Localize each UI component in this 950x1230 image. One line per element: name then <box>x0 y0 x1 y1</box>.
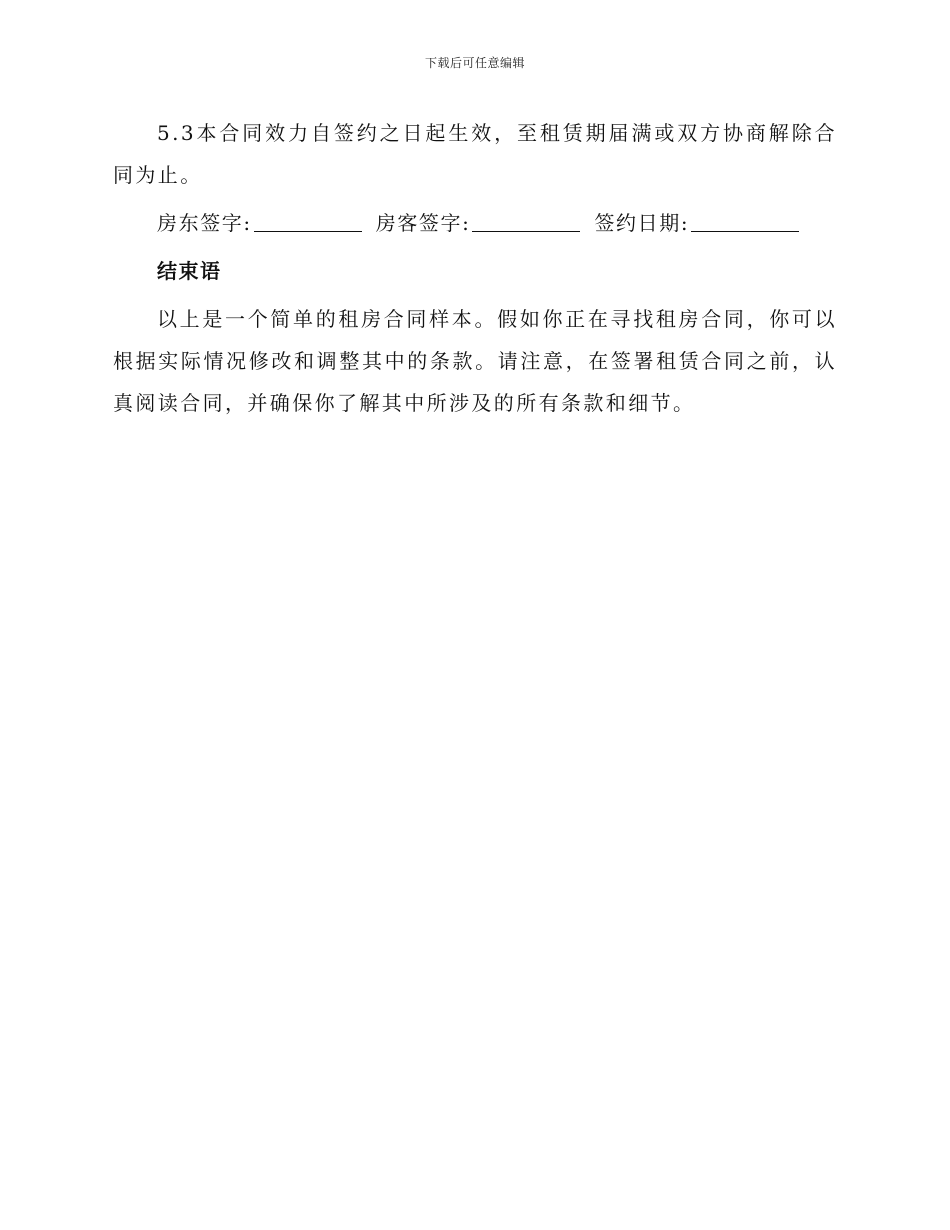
closing-paragraph: 以上是一个简单的租房合同样本。假如你正在寻找租房合同，你可以根据实际情况修改和调整其中的条款。请注意，在签署租赁合同之前，认真阅读合同，并确保你了解其中所涉及的所有条款和细节。 <box>113 307 837 415</box>
landlord-signature <box>157 202 362 244</box>
tenant-signature-label: 房客签字: <box>375 211 471 235</box>
document-body <box>113 112 837 430</box>
signing-date-line <box>691 230 799 232</box>
closing-heading: 结束语 <box>157 259 222 283</box>
tenant-signature-line <box>472 230 580 232</box>
landlord-signature-line <box>254 230 362 232</box>
tenant-signature <box>376 202 581 244</box>
signing-date-label: 签约日期: <box>594 211 690 235</box>
signature-row <box>113 202 837 244</box>
page-header: 下载后可任意编辑 <box>424 56 525 70</box>
landlord-signature-label: 房东签字: <box>157 211 252 235</box>
clause-5-3: 5.3本合同效力自签约之日起生效，至租赁期届满或双方协商解除合同为止。 <box>113 121 837 187</box>
signing-date <box>594 202 799 244</box>
